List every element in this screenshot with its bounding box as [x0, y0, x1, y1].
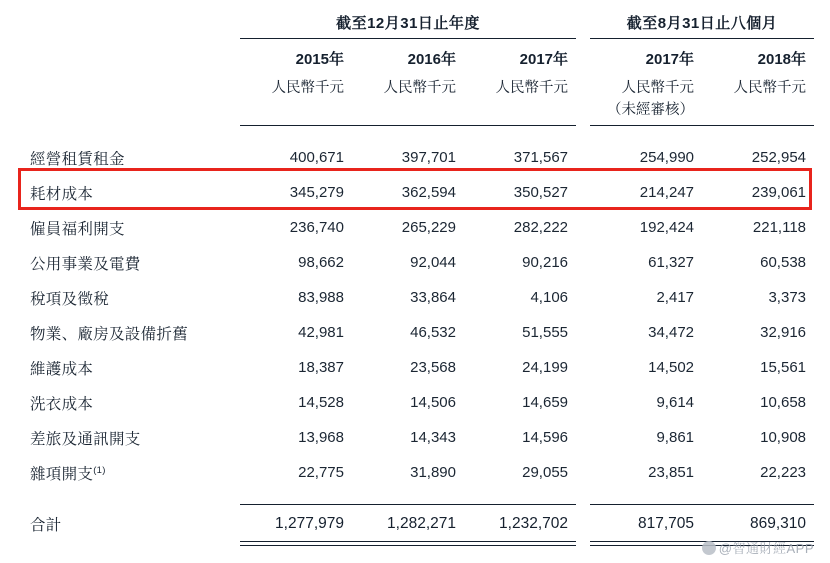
unit-header-2017-interim: 人民幣千元 — [621, 80, 695, 96]
expenses-table — [28, 10, 814, 546]
year-header-2016: 2016年 — [407, 51, 456, 68]
cell-2017: 90,216 — [522, 254, 569, 271]
cell-2017-interim: 9,614 — [656, 394, 695, 411]
cell-2018-interim: 221,118 — [752, 219, 807, 236]
cell-2016: 92,044 — [410, 254, 456, 271]
row-label-sup: (1) — [93, 464, 106, 476]
cell-2017: 14,659 — [522, 394, 569, 411]
cell-2018-interim: 10,658 — [760, 394, 807, 411]
cell-2018-interim: 22,223 — [760, 464, 807, 481]
unit-subheader-gap — [576, 98, 590, 126]
cell-2015: 14,528 — [298, 394, 344, 411]
row-label-text: 經營租賃租金 — [30, 150, 125, 168]
cell-gap — [576, 140, 590, 175]
row-label-text: 物業、廠房及設備折舊 — [30, 325, 189, 343]
cell-2017-interim: 34,472 — [648, 324, 695, 341]
row-label-text: 雜項開支 — [30, 465, 94, 483]
rule-spacer — [28, 542, 240, 546]
row-label — [28, 350, 240, 385]
row-label-text: 洗衣成本 — [30, 395, 94, 413]
unit-subheader-2017 — [464, 98, 576, 126]
row-label — [28, 455, 240, 490]
table-row — [28, 420, 814, 455]
cell-gap — [576, 280, 590, 315]
header-body-spacer — [28, 126, 814, 141]
cell-gap — [576, 245, 590, 280]
cell-2016: 265,229 — [401, 219, 456, 236]
cell-2017-interim: 14,502 — [648, 359, 695, 376]
cell-2015: 13,968 — [298, 429, 344, 446]
cell-2018-interim: 3,373 — [768, 289, 807, 306]
row-label — [28, 280, 240, 315]
cell-2017-interim: 214,247 — [639, 184, 695, 201]
cell-2017: 282,222 — [513, 219, 569, 236]
year-header-spacer — [28, 39, 240, 73]
cell-2017: 51,555 — [522, 324, 569, 341]
table-row — [28, 385, 814, 420]
group-header-spacer — [28, 10, 240, 39]
cell-2018-interim: 10,908 — [760, 429, 807, 446]
total-2016: 1,282,271 — [352, 505, 464, 542]
total-gap — [576, 505, 590, 542]
cell-2017-interim: 254,990 — [639, 149, 695, 166]
cell-2015: 18,387 — [298, 359, 344, 376]
cell-2017: 14,596 — [522, 429, 569, 446]
cell-gap — [576, 315, 590, 350]
rule-2017 — [464, 542, 576, 546]
cell-2016: 14,506 — [410, 394, 456, 411]
group-header-annual: 截至12月31日止年度 — [240, 10, 576, 39]
row-label-text: 維護成本 — [30, 360, 94, 378]
unit-header-spacer — [28, 72, 240, 98]
row-label — [28, 210, 240, 245]
cell-2018-interim: 239,061 — [751, 184, 807, 201]
total-2017-interim: 817,705 — [590, 505, 702, 542]
cell-gap — [576, 455, 590, 490]
unit-subheader-2016 — [352, 98, 464, 126]
cell-2016: 33,864 — [410, 289, 456, 306]
rule-2016 — [352, 542, 464, 546]
watermark — [702, 538, 814, 557]
year-header-2018-interim: 2018年 — [757, 51, 807, 68]
row-label — [28, 385, 240, 420]
row-label — [28, 175, 240, 210]
cell-2016: 362,594 — [401, 184, 456, 201]
unit-header-gap — [576, 72, 590, 98]
unit-subheader-spacer — [28, 98, 240, 126]
unit-subheader-row — [28, 98, 814, 126]
total-2018-interim: 869,310 — [702, 505, 814, 542]
cell-2016: 31,890 — [410, 464, 456, 481]
cell-2017-interim: 192,424 — [639, 219, 695, 236]
row-label — [28, 245, 240, 280]
cell-2017-interim: 61,327 — [648, 254, 695, 271]
cell-gap — [576, 175, 590, 210]
row-label — [28, 140, 240, 175]
table-row — [28, 455, 814, 490]
total-2017: 1,232,702 — [464, 505, 576, 542]
row-label-text: 僱員福利開支 — [30, 220, 125, 238]
cell-2015: 236,740 — [289, 219, 344, 236]
year-header-2015: 2015年 — [295, 51, 344, 68]
total-row — [28, 505, 814, 542]
total-2015: 1,277,979 — [240, 505, 352, 542]
cell-2015: 98,662 — [298, 254, 344, 271]
total-double-rule — [28, 542, 814, 546]
cell-gap — [576, 350, 590, 385]
row-label — [28, 420, 240, 455]
cell-2016: 397,701 — [401, 149, 456, 166]
unit-header-2017: 人民幣千元 — [495, 80, 569, 96]
group-header-interim: 截至8月31日止八個月 — [590, 10, 814, 39]
cell-2017-interim: 2,417 — [656, 289, 695, 306]
cell-2018-interim: 32,916 — [760, 324, 807, 341]
cell-2017: 29,055 — [522, 464, 569, 481]
unit-header-2015: 人民幣千元 — [271, 80, 344, 96]
row-label-text: 稅項及徵稅 — [30, 290, 110, 308]
cell-2016: 23,568 — [410, 359, 456, 376]
cell-2015: 22,775 — [298, 464, 344, 481]
cell-2015: 345,279 — [289, 184, 344, 201]
cell-2017: 350,527 — [513, 184, 569, 201]
unit-subheader-2015 — [240, 98, 352, 126]
cell-2018-interim: 15,561 — [760, 359, 807, 376]
body-total-spacer — [28, 490, 814, 505]
watermark-text: @智通財經APP — [718, 541, 814, 556]
group-header-row — [28, 10, 814, 39]
cell-2017-interim: 9,861 — [656, 429, 695, 446]
unit-header-2018-interim: 人民幣千元 — [733, 80, 807, 96]
cell-gap — [576, 385, 590, 420]
year-header-gap — [576, 39, 590, 73]
rule-2017-interim — [590, 542, 702, 546]
cell-gap — [576, 210, 590, 245]
row-label-text: 耗材成本 — [30, 185, 94, 203]
cell-gap — [576, 420, 590, 455]
rule-gap — [576, 542, 590, 546]
year-header-2017: 2017年 — [519, 51, 569, 68]
table-row — [28, 280, 814, 315]
unit-header-row — [28, 72, 814, 98]
cell-2016: 14,343 — [410, 429, 456, 446]
table-row — [28, 315, 814, 350]
table-row — [28, 175, 814, 210]
unit-subheader-2018-interim — [702, 98, 814, 126]
table-row — [28, 350, 814, 385]
table-row — [28, 140, 814, 175]
unit-subheader-2017-interim: （未經審核） — [590, 98, 702, 126]
rule-2015 — [240, 542, 352, 546]
year-header-row — [28, 39, 814, 73]
cell-2017-interim: 23,851 — [648, 464, 695, 481]
cell-2017: 24,199 — [522, 359, 569, 376]
cell-2015: 400,671 — [289, 149, 344, 166]
group-header-gap — [576, 10, 590, 39]
cell-2017: 4,106 — [530, 289, 569, 306]
cell-2016: 46,532 — [410, 324, 456, 341]
cell-2015: 83,988 — [298, 289, 344, 306]
table-row — [28, 245, 814, 280]
row-label-text: 公用事業及電費 — [30, 255, 141, 273]
table-row — [28, 210, 814, 245]
row-label — [28, 315, 240, 350]
cell-2015: 42,981 — [298, 324, 344, 341]
year-header-2017-interim: 2017年 — [645, 51, 695, 68]
watermark-logo-icon — [702, 541, 716, 555]
cell-2018-interim: 252,954 — [751, 149, 807, 166]
unit-header-2016: 人民幣千元 — [383, 80, 456, 96]
cell-2017: 371,567 — [513, 149, 569, 166]
row-label-text: 差旅及通訊開支 — [30, 430, 141, 448]
cell-2018-interim: 60,538 — [760, 254, 807, 271]
total-label: 合計 — [30, 516, 62, 534]
